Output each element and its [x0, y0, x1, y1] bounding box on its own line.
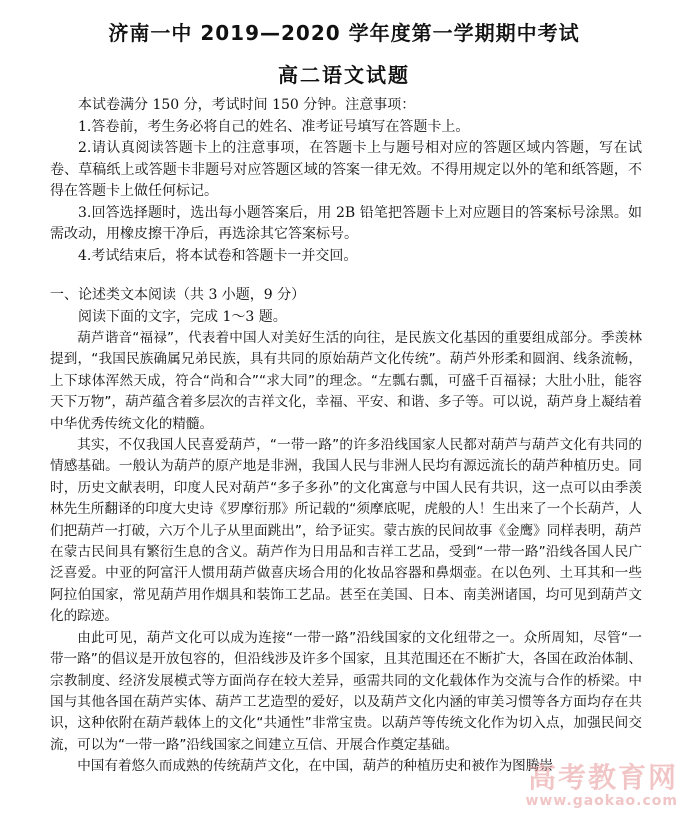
- section-instruction: 阅读下面的文字，完成 1～3 题。: [78, 308, 287, 325]
- notice-intro: 本试卷满分 150 分，考试时间 150 分钟。注意事项：: [78, 97, 416, 113]
- notice-item-1: 1.答卷前，考生务必将自己的姓名、准考证号填写在答题卡上。: [78, 118, 470, 135]
- exam-title: 济南一中 2019—2020 学年度第一学期期中考试: [108, 21, 580, 45]
- section-header: [50, 285, 642, 328]
- passage-paragraph-3: 由此可见，葫芦文化可以成为连接“一带一路”沿线国家的文化纽带之一。众所周知，尽管“一带一路”的倡议是开放包容的，但沿线涉及许多个国家，且其范围还在不断扩大，各国在政治体制、宗教制度、经济发展模式等方面尚存在较大差异，亟需共同的文化载体作为交流与合作的桥梁。中国与其他各国在葫芦实体、葫芦工艺造型的爱好，以及葫芦文化内涵的审美习惯等各方面均存在共识，这种依附在葫芦载体上的文化“共通性”非常宝贵。以葫芦等传统文化作为切入点，加强民间交流，可以为“一带一路”沿线国家之间建立互信、开展合作奠定基础。: [50, 629, 642, 753]
- passage-paragraph-2: 其实，不仅我国人民喜爱葫芦，“一带一路”的许多沿线国家人民都对葫芦与葫芦文化有共同的情感基础。一般认为葫芦的原产地是非洲，我国人民与非洲人民均有源远流长的葫芦种植历史。同时，历史文献表明，印度人民对葫芦“多子多孙”的文化寓意与中国人民有共识，这一点可以由季羡林先生所翻译的印度大史诗《罗摩衍那》所记载的“须摩底呢，虎般的人！生出来了一个长葫芦，人们把葫芦一打破，六万个儿子从里面跳出”，给予证实。蒙古族的民间故事《金鹰》同样表明，葫芦在蒙古民间具有繁衍生息的含义。葫芦作为日用品和吉祥工艺品，受到“一带一路”沿线各国人民广泛喜爱。中亚的阿富汗人惯用葫芦做喜庆场合用的化妆品容器和鼻烟壶。在以色列、土耳其和一些阿拉伯国家，常见葫芦用作烟具和装饰工艺品。甚至在美国、日本、南美洲诸国，均可见到葫芦文化的踪迹。: [50, 437, 642, 625]
- watermark-name: 高考教育网: [527, 761, 678, 794]
- notice-item-2: 2.请认真阅读答题卡上的注意事项，在答题卡上与题号相对应的答题区域内答题，写在试卷、草稿纸上或答题卡非题号对应答题区域的答案一律无效。不得用规定以外的笔和纸答题，不得在答题卡上做任何标记。: [50, 140, 642, 199]
- notice-item-3: 3.回答选择题时，选出每小题答案后，用 2B 铅笔把答题卡上对应题目的答案标号涂黑。如需改动，用橡皮擦干净后，再选涂其它答案标号。: [50, 204, 642, 242]
- passage-paragraph-1: 葫芦谐音“福禄”，代表着中国人对美好生活的向往，是民族文化基因的重要组成部分。季羡林提到，“我国民族确属兄弟民族，具有共同的原始葫芦文化传统”。葫芦外形柔和圆润、线条流畅，上下球体浑然天成，符合“尚和合”“求大同”的理念。“左瓢右瓢，可盛千百福禄；大肚小肚，能容天下万物”，葫芦蕴含着多层次的吉祥文化，幸福、平安、和谐、多子等。可以说，葫芦身上凝结着中华优秀传统文化的精髓。: [50, 330, 642, 432]
- section-heading: 一、论述类文本阅读（共 3 小题，9 分）: [50, 287, 306, 303]
- passage-paragraph-4: 中国有着悠久而成熟的传统葫芦文化，在中国，葫芦的种植历史和被作为图腾崇: [77, 758, 553, 775]
- exam-subtitle: 高二语文试题: [278, 63, 410, 87]
- exam-notice: [50, 95, 642, 267]
- watermark-url: www.gaokao.com: [525, 793, 678, 809]
- site-watermark: [525, 763, 678, 809]
- notice-item-4: 4.考试结束后，将本试卷和答题卡一并交回。: [78, 247, 358, 264]
- reading-passage: [50, 328, 642, 778]
